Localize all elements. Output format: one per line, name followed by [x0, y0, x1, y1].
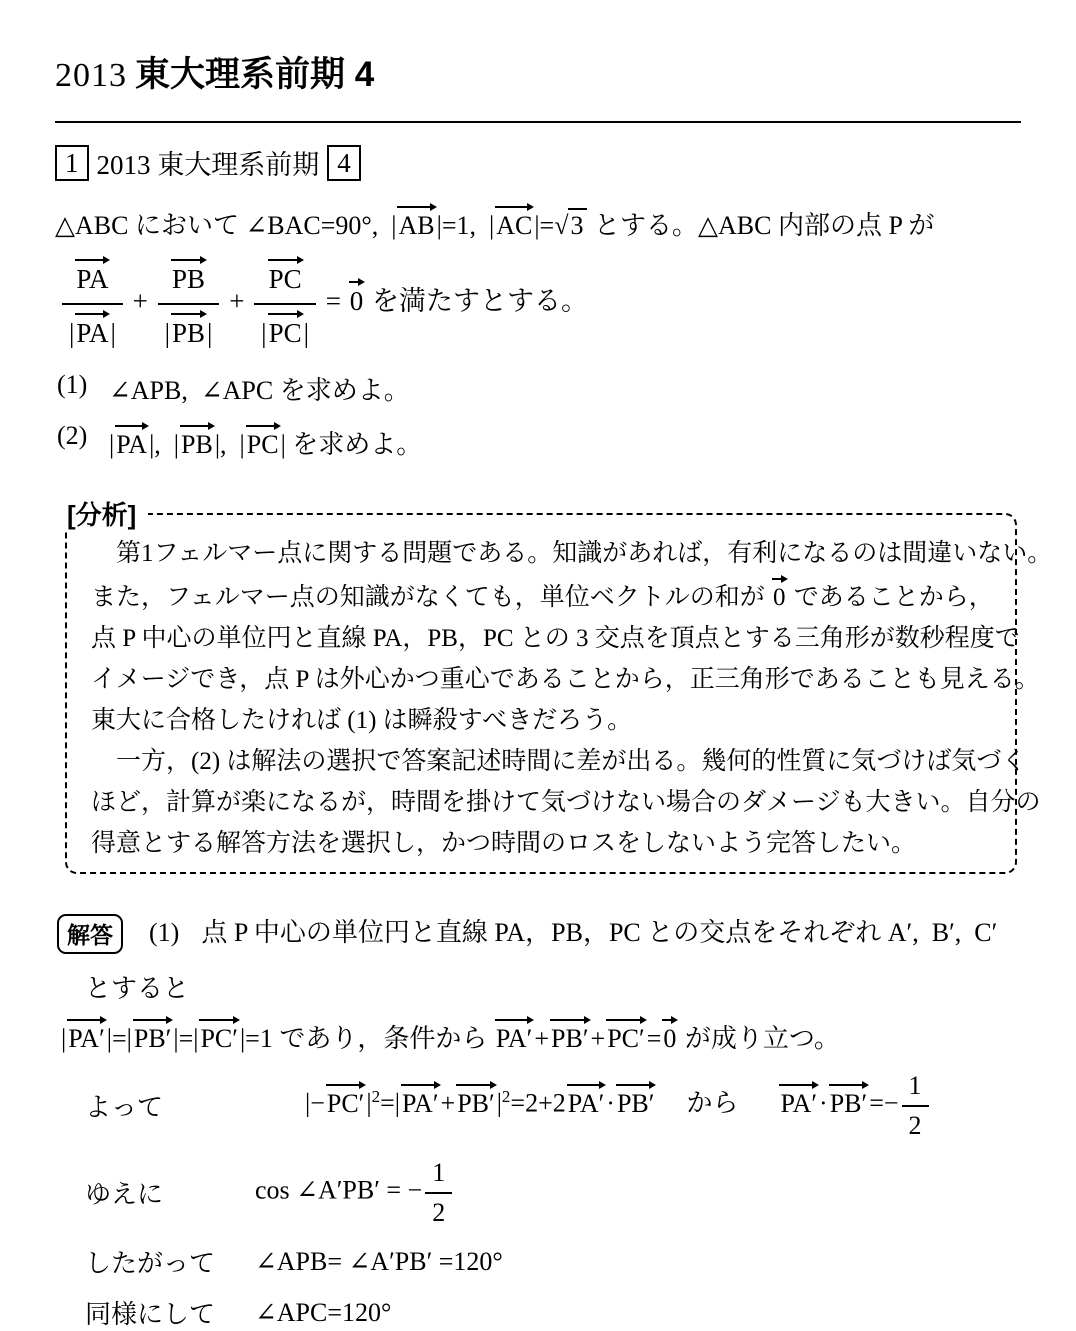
solution-line-3 — [61, 1015, 1021, 1055]
vector-body: PC — [246, 430, 279, 460]
math-text: とする。△ABC 内部の点 P が — [587, 211, 935, 241]
math-text: また，フェルマー点の知識がなくても，単位ベクトルの和が — [91, 584, 772, 612]
math-text: | を求めよ。 — [280, 430, 423, 460]
math-text: | — [239, 430, 245, 460]
vector-body: PB′ — [133, 1024, 172, 1054]
fraction-numerator — [254, 253, 316, 305]
vector-body: PA′ — [401, 1088, 439, 1118]
math-text: · — [819, 1088, 828, 1118]
vector-arrow-icon — [772, 578, 784, 580]
radical-sign-icon: √ — [554, 211, 569, 241]
math-text: 1 — [908, 1071, 922, 1101]
fraction-denominator — [62, 305, 123, 354]
math-text: とすると — [85, 974, 190, 1004]
superscript: 2 — [501, 1087, 511, 1107]
vector-body: PB — [181, 430, 213, 460]
math-text: を満たすとする。 — [365, 285, 588, 316]
step-connective: よって — [85, 1093, 164, 1123]
vector-notation — [494, 1015, 535, 1052]
math-text: + — [125, 285, 155, 316]
problem-statement-line1 — [55, 202, 1021, 245]
math-text: | — [164, 318, 170, 349]
vector-arrow-icon — [115, 425, 145, 427]
vector-notation — [605, 1015, 647, 1052]
vector-notation — [661, 1015, 678, 1052]
vector-body: AC — [496, 211, 533, 241]
analysis-box — [65, 500, 1053, 874]
vector-body: PA′ — [68, 1024, 105, 1054]
vector-notation — [74, 309, 110, 347]
math-text: | — [126, 1024, 132, 1054]
vector-arrow-icon — [550, 1019, 587, 1021]
fraction-denominator — [254, 305, 316, 354]
math-text: |= — [534, 211, 555, 241]
vector-body: PA — [116, 430, 148, 460]
vector-notation — [66, 1015, 107, 1052]
superscript: 2 — [371, 1087, 381, 1107]
vector-arrow-icon — [397, 206, 432, 208]
fraction — [158, 253, 220, 354]
math-text: が成り立つ。 — [678, 1024, 840, 1054]
vector-arrow-icon — [606, 1019, 643, 1021]
vector-notation — [170, 309, 207, 347]
vector-notation — [245, 421, 281, 458]
math-text: | — [394, 1088, 400, 1118]
vector-body: PC′ — [200, 1024, 238, 1054]
fraction-denominator — [158, 305, 220, 354]
page-title — [55, 55, 1021, 95]
question-1-label: (1) — [57, 370, 88, 400]
math-text: | — [366, 1088, 372, 1118]
math-text: | — [61, 1024, 67, 1054]
square-root — [554, 207, 587, 245]
vector-arrow-icon — [456, 1084, 493, 1086]
math-text: △ABC において ∠BAC=90°, — [55, 211, 392, 241]
math-text: | — [207, 318, 213, 349]
math-text: | — [303, 318, 310, 349]
math-text: 東大に合格したければ (1) は瞬殺すべきだろう。 — [91, 707, 633, 735]
fraction-numerator — [902, 1069, 929, 1107]
vector-arrow-icon — [662, 1019, 674, 1021]
step-connective: ゆえに — [85, 1180, 164, 1210]
math-text: から — [686, 1088, 739, 1118]
math-text: | — [110, 318, 116, 349]
vector-body: PC′ — [607, 1024, 645, 1054]
fraction — [902, 1069, 929, 1142]
vector-notation — [170, 255, 207, 293]
analysis-line — [91, 823, 999, 864]
math-text: ∠APB, ∠APC を求めよ。 — [109, 376, 410, 406]
problem-subnumber-box: 4 — [327, 145, 361, 181]
math-text: + — [222, 285, 252, 316]
math-text: 一方，(2) は解法の選択で答案記述時間に差が出る。幾何的性質に気づけば気づく — [91, 748, 1027, 776]
vector-notation — [114, 421, 149, 458]
horizontal-rule — [55, 121, 1021, 123]
solution-line-2 — [85, 968, 1021, 1005]
vector-arrow-icon — [779, 1084, 815, 1086]
math-text: イメージでき，点 P は外心かつ重心であることから，正三角形であることも見える。 — [91, 666, 1040, 694]
fraction-numerator — [62, 253, 123, 305]
math-text: ∠APB= ∠A′PB′ =120° — [255, 1246, 503, 1276]
vector-body: AB — [398, 211, 435, 241]
vector-notation — [179, 421, 215, 458]
math-text: |= — [106, 1024, 127, 1054]
analysis-line — [91, 659, 1040, 700]
vector-body: 0 — [663, 1024, 677, 1054]
math-text: (1) — [149, 918, 180, 948]
step-equation — [255, 1298, 391, 1328]
math-text: = — [646, 1024, 662, 1054]
math-text: | — [391, 211, 397, 241]
vector-body: PC — [268, 318, 302, 349]
problem-statement-equation — [59, 253, 1021, 354]
math-text: 2 — [908, 1111, 922, 1141]
vector-body: PA′ — [495, 1024, 533, 1054]
problem-source: 2013 東大理系前期 — [96, 150, 320, 181]
vector-arrow-icon — [349, 281, 362, 283]
math-text: |− — [305, 1088, 325, 1118]
vector-arrow-icon — [171, 259, 203, 261]
vector-notation — [549, 1015, 591, 1052]
vector-arrow-icon — [75, 313, 106, 315]
step-equation — [255, 1247, 503, 1277]
vector-body: PA′ — [567, 1088, 605, 1118]
math-text: = — [380, 1088, 395, 1118]
vector-notation — [400, 1080, 441, 1117]
solution-step-douyou — [55, 1294, 1021, 1331]
vector-body: PB′ — [829, 1088, 868, 1118]
vector-notation — [325, 1080, 367, 1117]
vector-arrow-icon — [268, 259, 300, 261]
vector-notation — [455, 1080, 497, 1117]
math-text: | — [496, 1088, 502, 1118]
step-connective: 同様にして — [85, 1300, 216, 1330]
vector-body: PC′ — [326, 1088, 365, 1118]
math-text: 2 — [432, 1198, 446, 1228]
problem-header — [55, 143, 1021, 182]
analysis-line — [91, 574, 999, 618]
fraction-numerator — [158, 253, 220, 305]
math-text: 得意とする解答方法を選択し，かつ時間のロスをしないよう完答したい。 — [91, 830, 917, 858]
fraction-denominator — [425, 1194, 452, 1229]
vector-notation — [494, 202, 534, 239]
radicand: 3 — [568, 208, 587, 240]
vector-arrow-icon — [268, 313, 300, 315]
math-text: |=1, — [436, 211, 489, 241]
vector-arrow-icon — [495, 206, 530, 208]
question-2-text — [109, 421, 422, 461]
question-2-label: (2) — [57, 421, 88, 451]
math-text: ∠APC=120° — [255, 1297, 392, 1327]
math-text: + — [590, 1024, 606, 1054]
analysis-label: [分析] — [65, 495, 148, 532]
math-text: |= — [173, 1024, 194, 1054]
vector-body: PA′ — [780, 1088, 818, 1118]
analysis-line — [91, 741, 1027, 782]
step-equation — [305, 1069, 932, 1142]
math-text: | — [173, 430, 180, 460]
vector-arrow-icon — [246, 425, 277, 427]
math-text: であることから， — [787, 584, 994, 612]
fraction — [62, 253, 123, 354]
math-text: + — [440, 1088, 456, 1118]
vector-body: 0 — [773, 584, 786, 612]
vector-arrow-icon — [326, 1084, 363, 1086]
fraction — [425, 1156, 452, 1229]
math-text: cos ∠A′PB′ = − — [255, 1175, 423, 1205]
math-text: | — [261, 318, 267, 349]
vector-arrow-icon — [829, 1084, 866, 1086]
solution-label-badge: 解答 — [57, 914, 123, 954]
analysis-line — [91, 700, 999, 741]
vector-notation — [198, 1015, 240, 1052]
vector-arrow-icon — [616, 1084, 653, 1086]
vector-body: PB′ — [616, 1088, 655, 1118]
math-text: · — [606, 1088, 615, 1118]
solution-step-yotte — [55, 1069, 1021, 1142]
analysis-line — [91, 533, 1053, 574]
vector-notation — [771, 574, 788, 610]
math-text: |=1 であり，条件から — [239, 1024, 494, 1054]
math-text: |, — [149, 430, 174, 460]
title-text: 東大理系前期 4 — [135, 55, 375, 94]
math-text: + — [534, 1024, 550, 1054]
vector-body: PB′ — [551, 1024, 589, 1054]
math-text: 第1フェルマー点に関する問題である。知識があれば，有利になるのは間違いない。 — [91, 540, 1053, 568]
analysis-line — [91, 782, 1041, 823]
vector-body: PA — [76, 318, 109, 349]
vector-notation — [132, 1015, 174, 1052]
math-text: 点 P 中心の単位円と直線 PA，PB，PC との 3 交点を頂点とする三角形が数秒程度で — [91, 625, 1020, 653]
solution-step-shitagatte — [55, 1243, 1021, 1280]
vector-notation — [267, 309, 304, 347]
vector-arrow-icon — [199, 1019, 236, 1021]
vector-arrow-icon — [180, 425, 211, 427]
vector-arrow-icon — [401, 1084, 437, 1086]
question-1-text — [109, 370, 410, 407]
math-text: =− — [869, 1088, 899, 1118]
question-item-1 — [57, 370, 1021, 407]
vector-body: PB′ — [457, 1088, 495, 1118]
vector-arrow-icon — [67, 1019, 103, 1021]
step-connective: したがって — [85, 1249, 216, 1279]
vector-arrow-icon — [171, 313, 203, 315]
fraction — [254, 253, 316, 354]
title-year: 2013 — [55, 57, 127, 94]
math-text: |, — [214, 430, 240, 460]
vector-body: PB — [172, 263, 206, 294]
question-item-2 — [57, 421, 1021, 461]
math-text: 1 — [432, 1158, 446, 1188]
math-text: = — [319, 285, 348, 316]
step-equation — [255, 1156, 455, 1229]
math-text: | — [488, 211, 495, 241]
fraction-denominator — [902, 1107, 929, 1142]
vector-notation — [615, 1080, 657, 1117]
vector-body: PC — [268, 263, 302, 294]
math-text: ほど，計算が楽になるが，時間を掛けて気づけない場合のダメージも大きい。自分の — [91, 789, 1041, 817]
vector-arrow-icon — [495, 1019, 531, 1021]
vector-arrow-icon — [133, 1019, 170, 1021]
vector-notation — [267, 255, 304, 293]
vector-notation — [396, 202, 436, 239]
vector-body: PA — [76, 263, 109, 294]
vector-arrow-icon — [75, 259, 106, 261]
vector-notation — [348, 277, 366, 315]
vector-notation — [74, 255, 110, 293]
vector-body: PB — [172, 318, 206, 349]
fraction-numerator — [425, 1156, 452, 1194]
math-text: | — [69, 318, 75, 349]
analysis-line — [91, 618, 1020, 659]
solution-section — [55, 912, 1021, 1331]
solution-step-yueni — [55, 1156, 1021, 1229]
solution-line-1-text — [149, 912, 997, 949]
vector-arrow-icon — [567, 1084, 603, 1086]
solution-line-1 — [55, 912, 1021, 954]
vector-notation — [778, 1080, 819, 1117]
vector-body: 0 — [349, 285, 364, 316]
math-text: | — [109, 430, 115, 460]
math-text: 点 P 中心の単位円と直線 PA，PB，PC との交点をそれぞれ A′, B′, C′ — [201, 918, 998, 948]
math-text: =2+2 — [510, 1088, 566, 1118]
vector-notation — [566, 1080, 607, 1117]
problem-number-box: 1 — [55, 145, 89, 181]
math-text: | — [193, 1024, 199, 1054]
vector-notation — [828, 1080, 870, 1117]
